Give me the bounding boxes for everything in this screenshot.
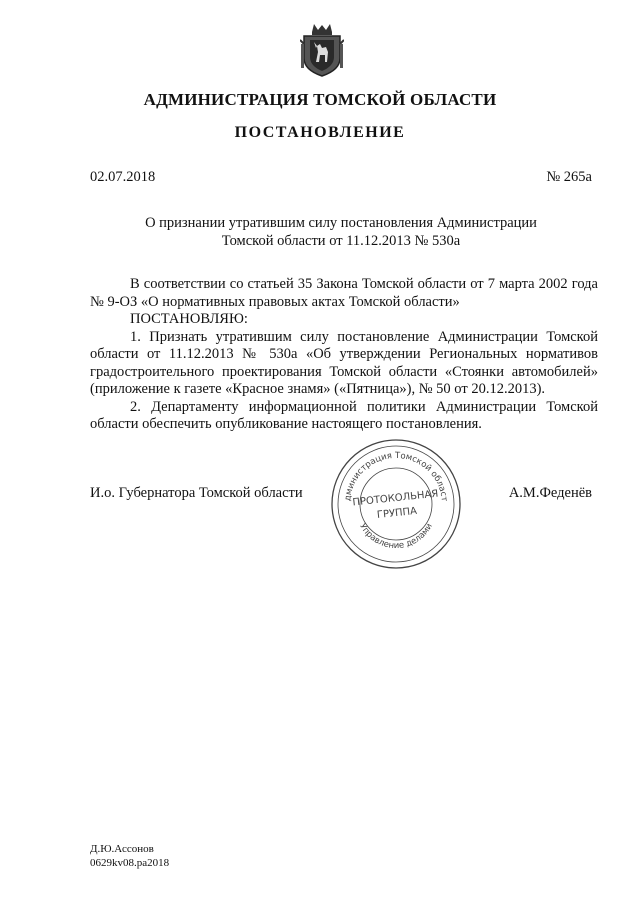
document-number: № 265а [546,169,592,185]
stamp-outer-top-text: дминистрация Томской област [343,450,449,502]
tomsk-coat-of-arms-icon [300,22,344,78]
item-2-paragraph: 2. Департаменту информационной политики Администрации Томской области обеспечить опубликование настоящего постановления. [90,398,598,432]
stamp-center-line-1: ПРОТОКОЛЬНАЯ [352,488,439,509]
document-subject [90,214,592,250]
subject-line-2: Томской области от 11.12.2013 № 530а [221,233,461,249]
document-type-title: ПОСТАНОВЛЕНИЕ [234,124,406,141]
signatory-name: А.М.Феденёв [508,485,592,501]
item-1-paragraph: 1. Признать утратившим силу постановление Администрации Томской области от 11.12.2013 № 530а «Об утверждении Региональных нормативов градостроительного проектирования Томской области «Стоянки автомобилей» (приложение к газете «Красное знамя» («Пятница»), № 50 от 20.12.2013). [90,328,598,397]
organization-title: АДМИНИСТРАЦИЯ ТОМСКОЙ ОБЛАСТИ [143,90,497,109]
preamble-paragraph: В соответствии со статьей 35 Закона Томской области от 7 марта 2002 года № 9-ОЗ «О нормативных правовых актах Томской области» [90,276,598,310]
stamp-outer-bottom-text: Управление делами [357,521,435,552]
document-date: 02.07.2018 [90,169,156,185]
document-footer [90,842,169,870]
executor-name: Д.Ю.Ассонов [90,843,154,855]
signatory-position: И.о. Губернатора Томской области [90,485,303,501]
official-stamp [330,438,462,570]
stamp-center-line-2: ГРУППА [376,505,418,522]
document-body [90,276,598,434]
document-code: 0629kv08.pa2018 [90,857,170,869]
subject-line-1: О признании утратившим силу постановления Администрации [145,215,537,231]
resolve-heading: ПОСТАНОВЛЯЮ: [130,311,248,327]
